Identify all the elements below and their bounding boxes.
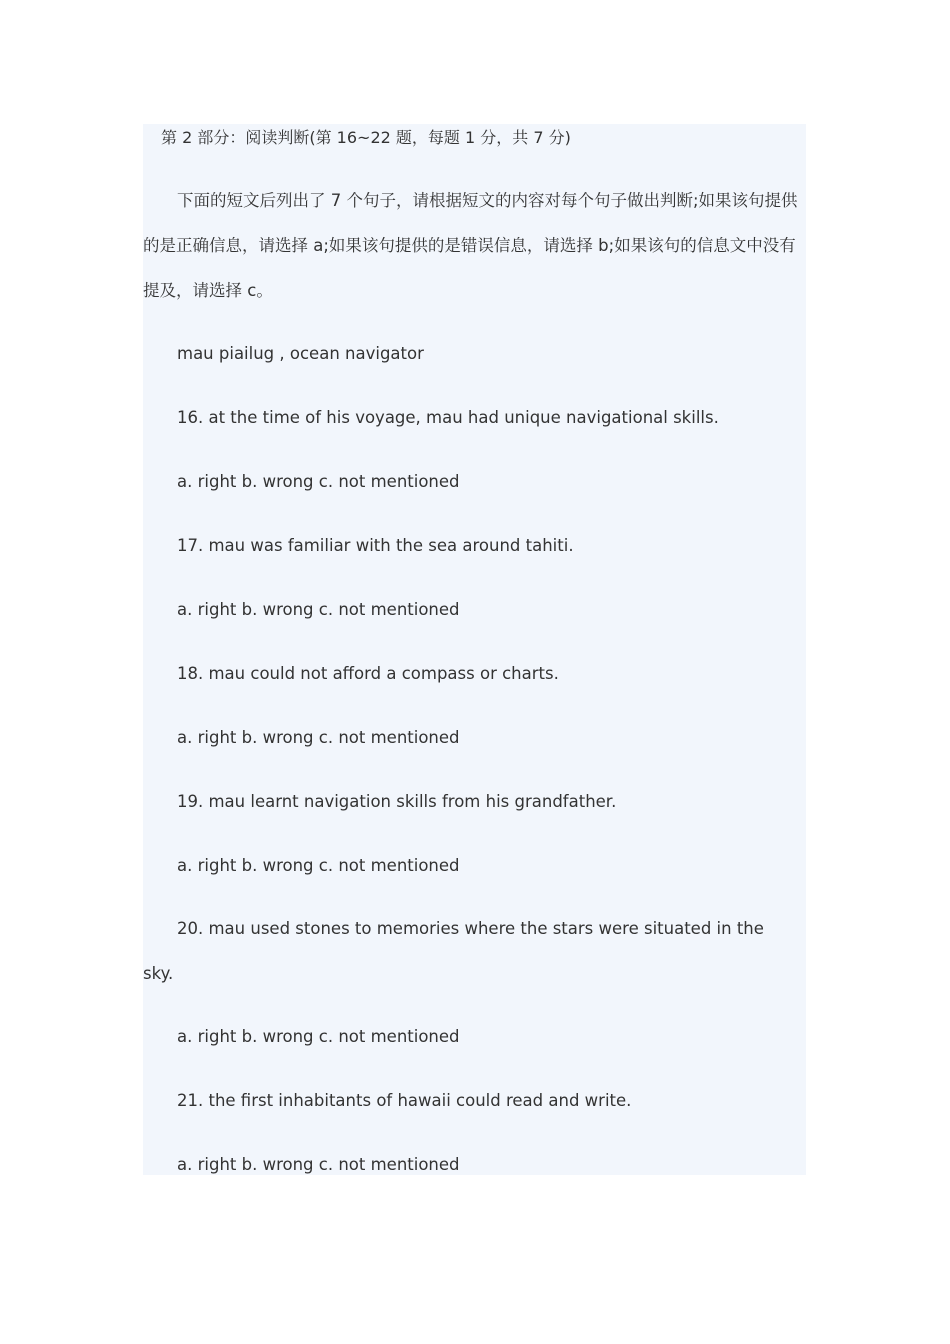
section-title: 第 2 部分：阅读判断(第 16~22 题，每题 1 分，共 7 分) [161, 128, 571, 147]
question-20-line-1: 20. mau used stones to memories where the stars were situated in the [177, 919, 764, 938]
question-17: 17. mau was familiar with the sea around tahiti. [177, 536, 574, 555]
question-16: 16. at the time of his voyage, mau had unique navigational skills. [177, 408, 719, 427]
instructions-paragraph [143, 178, 806, 313]
question-20-line-2: sky. [143, 964, 174, 983]
question-19: 19. mau learnt navigation skills from his grandfather. [177, 792, 617, 811]
passage-title: mau piailug , ocean navigator [177, 344, 424, 363]
document-panel [143, 124, 806, 1175]
question-20 [143, 906, 806, 996]
question-16-options: a. right b. wrong c. not mentioned [177, 472, 460, 491]
question-21: 21. the first inhabitants of hawaii could read and write. [177, 1091, 632, 1110]
question-19-options: a. right b. wrong c. not mentioned [177, 856, 460, 875]
question-18-options: a. right b. wrong c. not mentioned [177, 728, 460, 747]
instructions-line-1: 下面的短文后列出了 7 个句子，请根据短文的内容对每个句子做出判断;如果该句提供 [177, 191, 798, 210]
question-21-options: a. right b. wrong c. not mentioned [177, 1155, 460, 1174]
instructions-line-3: 提及，请选择 c。 [143, 281, 273, 300]
question-20-options: a. right b. wrong c. not mentioned [177, 1027, 460, 1046]
question-18: 18. mau could not afford a compass or charts. [177, 664, 559, 683]
instructions-line-2: 的是正确信息，请选择 a;如果该句提供的是错误信息，请选择 b;如果该句的信息文中没有 [143, 236, 796, 255]
question-17-options: a. right b. wrong c. not mentioned [177, 600, 460, 619]
